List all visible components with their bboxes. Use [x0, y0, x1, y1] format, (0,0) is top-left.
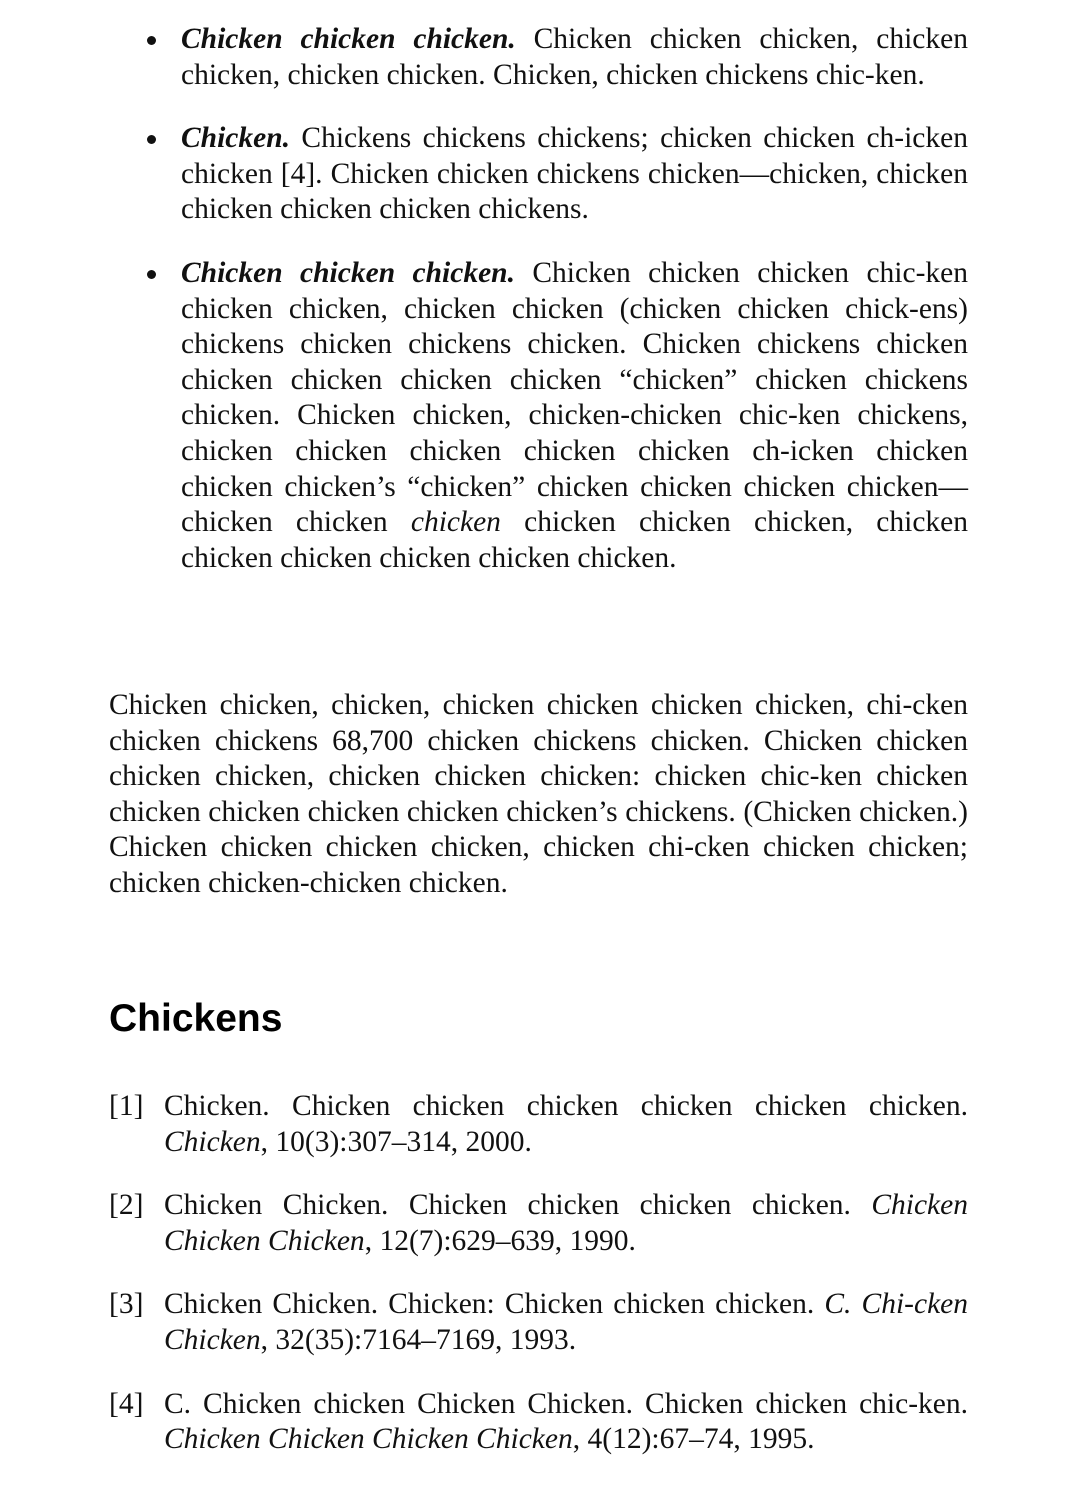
reference-venue: Chicken Chicken Chicken: [164, 1189, 968, 1257]
reference-text: C. Chicken chicken Chicken Chicken. Chicken chicken chic-ken.: [164, 1387, 968, 1420]
reference-venue: Chicken: [164, 1125, 261, 1158]
reference-number: [1]: [109, 1090, 144, 1122]
reference-text: Chicken. Chicken chicken chicken chicken chicken chicken.: [164, 1090, 968, 1122]
reference-item: [109, 1287, 968, 1358]
bullet-emphasis: chicken: [410, 506, 501, 539]
bullet-dot-icon: [147, 135, 156, 144]
reference-text: Chicken Chicken. Chicken: Chicken chicken chicken.: [164, 1288, 825, 1321]
reference-details: , 32(35):7164–7169, 1993.: [260, 1323, 577, 1356]
reference-details: , 12(7):629–639, 1990.: [364, 1224, 636, 1257]
body-paragraph: Chicken chicken, chicken, chicken chicken chicken chicken, chi-cken chicken chickens 68,700 chicken chickens chicken. Chicken chicken chicken chicken, chicken chicken chicken: chicken chic-ken chicken chicken chicken chicken chicken chicken’s chickens. (Chicken chicken.) Chicken chicken chicken chicken, chicken chi-cken chicken chicken; chicken chicken-chicken chicken.: [109, 689, 968, 899]
section-heading: Chickens: [109, 997, 283, 1040]
bullet-list: [143, 22, 968, 576]
reference-details: , 10(3):307–314, 2000.: [260, 1125, 532, 1158]
reference-text: Chicken Chicken. Chicken chicken chicken chicken.: [164, 1189, 872, 1222]
bullet-lead: Chicken.: [181, 122, 290, 155]
reference-number: [3]: [109, 1288, 144, 1321]
bullet-lead: Chicken chicken chicken.: [181, 23, 516, 55]
bullet-item: [143, 256, 968, 576]
bullet-item: [143, 22, 968, 93]
bullet-dot-icon: [147, 270, 156, 279]
bullet-text: Chicken chicken chicken, chicken chicken, chicken chicken. Chicken, chicken chickens chic-ken.: [181, 23, 968, 91]
reference-venue: Chicken Chicken Chicken Chicken: [164, 1423, 573, 1456]
bullet-text: chicken chicken chicken, chicken chicken chicken chicken chicken chicken.: [181, 506, 969, 574]
reference-venue: C. Chi-cken Chicken: [164, 1288, 969, 1356]
reference-item: [109, 1089, 968, 1160]
bullet-lead: Chicken chicken chicken.: [181, 256, 515, 289]
bullet-dot-icon: [147, 36, 156, 45]
bullet-text: Chicken chicken chicken chic-ken chicken chicken, chicken chicken (chicken chicken chick-ens) chickens chicken chickens chicken. Chicken chickens chicken chicken chicken chicken chicken “chicken” chicken chickens chicken. Chicken chicken, chicken-chicken chic-ken chickens, chicken chicken chicken chicken chicken ch-icken chicken chicken chicken’s “chicken” chicken chicken chicken chicken—chicken chicken: [181, 256, 968, 539]
bullet-item: [143, 121, 968, 228]
reference-item: [109, 1387, 968, 1458]
reference-details: , 4(12):67–74, 1995.: [572, 1423, 815, 1456]
reference-number: [4]: [109, 1387, 144, 1420]
reference-number: [2]: [109, 1189, 144, 1222]
reference-list: [109, 1089, 968, 1458]
reference-item: [109, 1188, 968, 1259]
bullet-text: Chickens chickens chickens; chicken chicken ch-icken chicken [4]. Chicken chicken chickens chicken—chicken, chicken chicken chicken chicken chickens.: [181, 122, 968, 226]
